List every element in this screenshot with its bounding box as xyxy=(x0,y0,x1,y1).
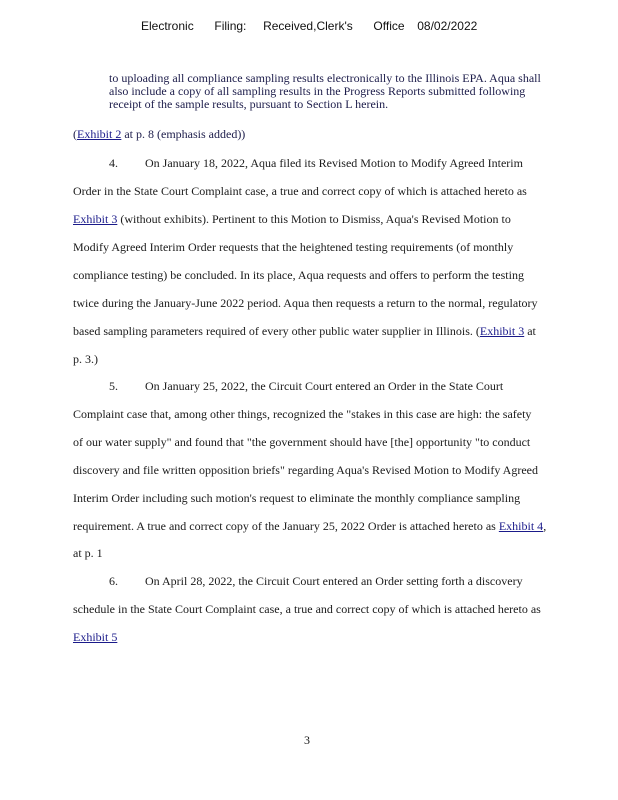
paragraph-line: Interim Order including such motion's request to eliminate the monthly compliance sampling xyxy=(73,491,521,505)
paragraph-number: 4. xyxy=(109,156,118,170)
header-electronic: Electronic xyxy=(141,19,194,33)
paragraph-line xyxy=(73,630,117,645)
paragraph-line: schedule in the State Court Complaint case, a true and correct copy of which is attached hereto as xyxy=(73,602,541,616)
paragraph-text: based sampling parameters required of every other public water supplier in Illinois. ( xyxy=(73,324,480,338)
paragraph-line: On January 25, 2022, the Circuit Court entered an Order in the State Court xyxy=(145,379,504,393)
paragraph-number: 6. xyxy=(109,574,118,588)
paragraph-line: Complaint case that, among other things, recognized the "stakes in this case are high: the safety xyxy=(73,407,532,421)
header-date: 08/02/2022 xyxy=(417,19,478,33)
exhibit-3-link[interactable]: Exhibit 3 xyxy=(73,212,118,226)
header-office: Office xyxy=(373,19,405,33)
paragraph-number: 5. xyxy=(109,379,118,393)
quote-line: to uploading all compliance sampling results electronically to the Illinois EPA. Aqua shall xyxy=(109,71,541,85)
exhibit-3-link[interactable]: Exhibit 3 xyxy=(479,324,525,338)
paragraph-line: of our water supply" and found that "the government should have [the] opportunity "to conduct xyxy=(73,435,531,449)
paragraph-line xyxy=(73,324,536,339)
paragraph-line: discovery and file written opposition briefs" regarding Aqua's Revised Motion to Modify Agreed xyxy=(73,463,538,477)
header-filing: Filing: xyxy=(214,19,247,33)
quote-line: also include a copy of all sampling results in the Progress Reports submitted following xyxy=(109,84,526,98)
paragraph-line: Modify Agreed Interim Order requests that the heightened testing requirements (of monthly xyxy=(73,240,514,254)
paragraph-line: compliance testing) be concluded. In its place, Aqua requests and offers to perform the testing xyxy=(73,268,524,282)
paragraph-line xyxy=(73,212,511,227)
citation-rest: at p. 8 (emphasis added)) xyxy=(121,127,246,141)
paragraph-line: at p. 1 xyxy=(73,546,103,560)
quote-line: receipt of the sample results, pursuant to Section L herein. xyxy=(109,97,389,111)
paragraph-text: (without exhibits). Pertinent to this Motion to Dismiss, Aqua's Revised Motion to xyxy=(120,212,511,226)
citation-open: ( xyxy=(73,127,77,141)
exhibit-5-link[interactable]: Exhibit 5 xyxy=(73,630,118,644)
paragraph-line xyxy=(73,519,546,534)
filing-stamp-header xyxy=(141,19,477,33)
paragraph-line: Order in the State Court Complaint case, a true and correct copy of which is attached hereto as xyxy=(73,184,527,198)
paragraph-line: On January 18, 2022, Aqua filed its Revised Motion to Modify Agreed Interim xyxy=(145,156,523,170)
paragraph-line: twice during the January-June 2022 period. Aqua then requests a return to the normal, regulatory xyxy=(73,296,538,310)
exhibit-4-link[interactable]: Exhibit 4 xyxy=(498,519,544,533)
paragraph-text: at xyxy=(524,324,536,338)
page-number: 3 xyxy=(304,733,310,747)
paragraph-line: p. 3.) xyxy=(73,352,98,366)
block-quote xyxy=(109,72,585,111)
exhibit-2-link[interactable]: Exhibit 2 xyxy=(77,127,122,141)
paragraph-line: On April 28, 2022, the Circuit Court entered an Order setting forth a discovery xyxy=(145,574,523,588)
quote-citation xyxy=(73,127,245,142)
header-received: Received,Clerk's xyxy=(263,19,353,33)
paragraph-text: , xyxy=(543,519,547,533)
paragraph-text: requirement. A true and correct copy of the January 25, 2022 Order is attached hereto as xyxy=(73,519,499,533)
